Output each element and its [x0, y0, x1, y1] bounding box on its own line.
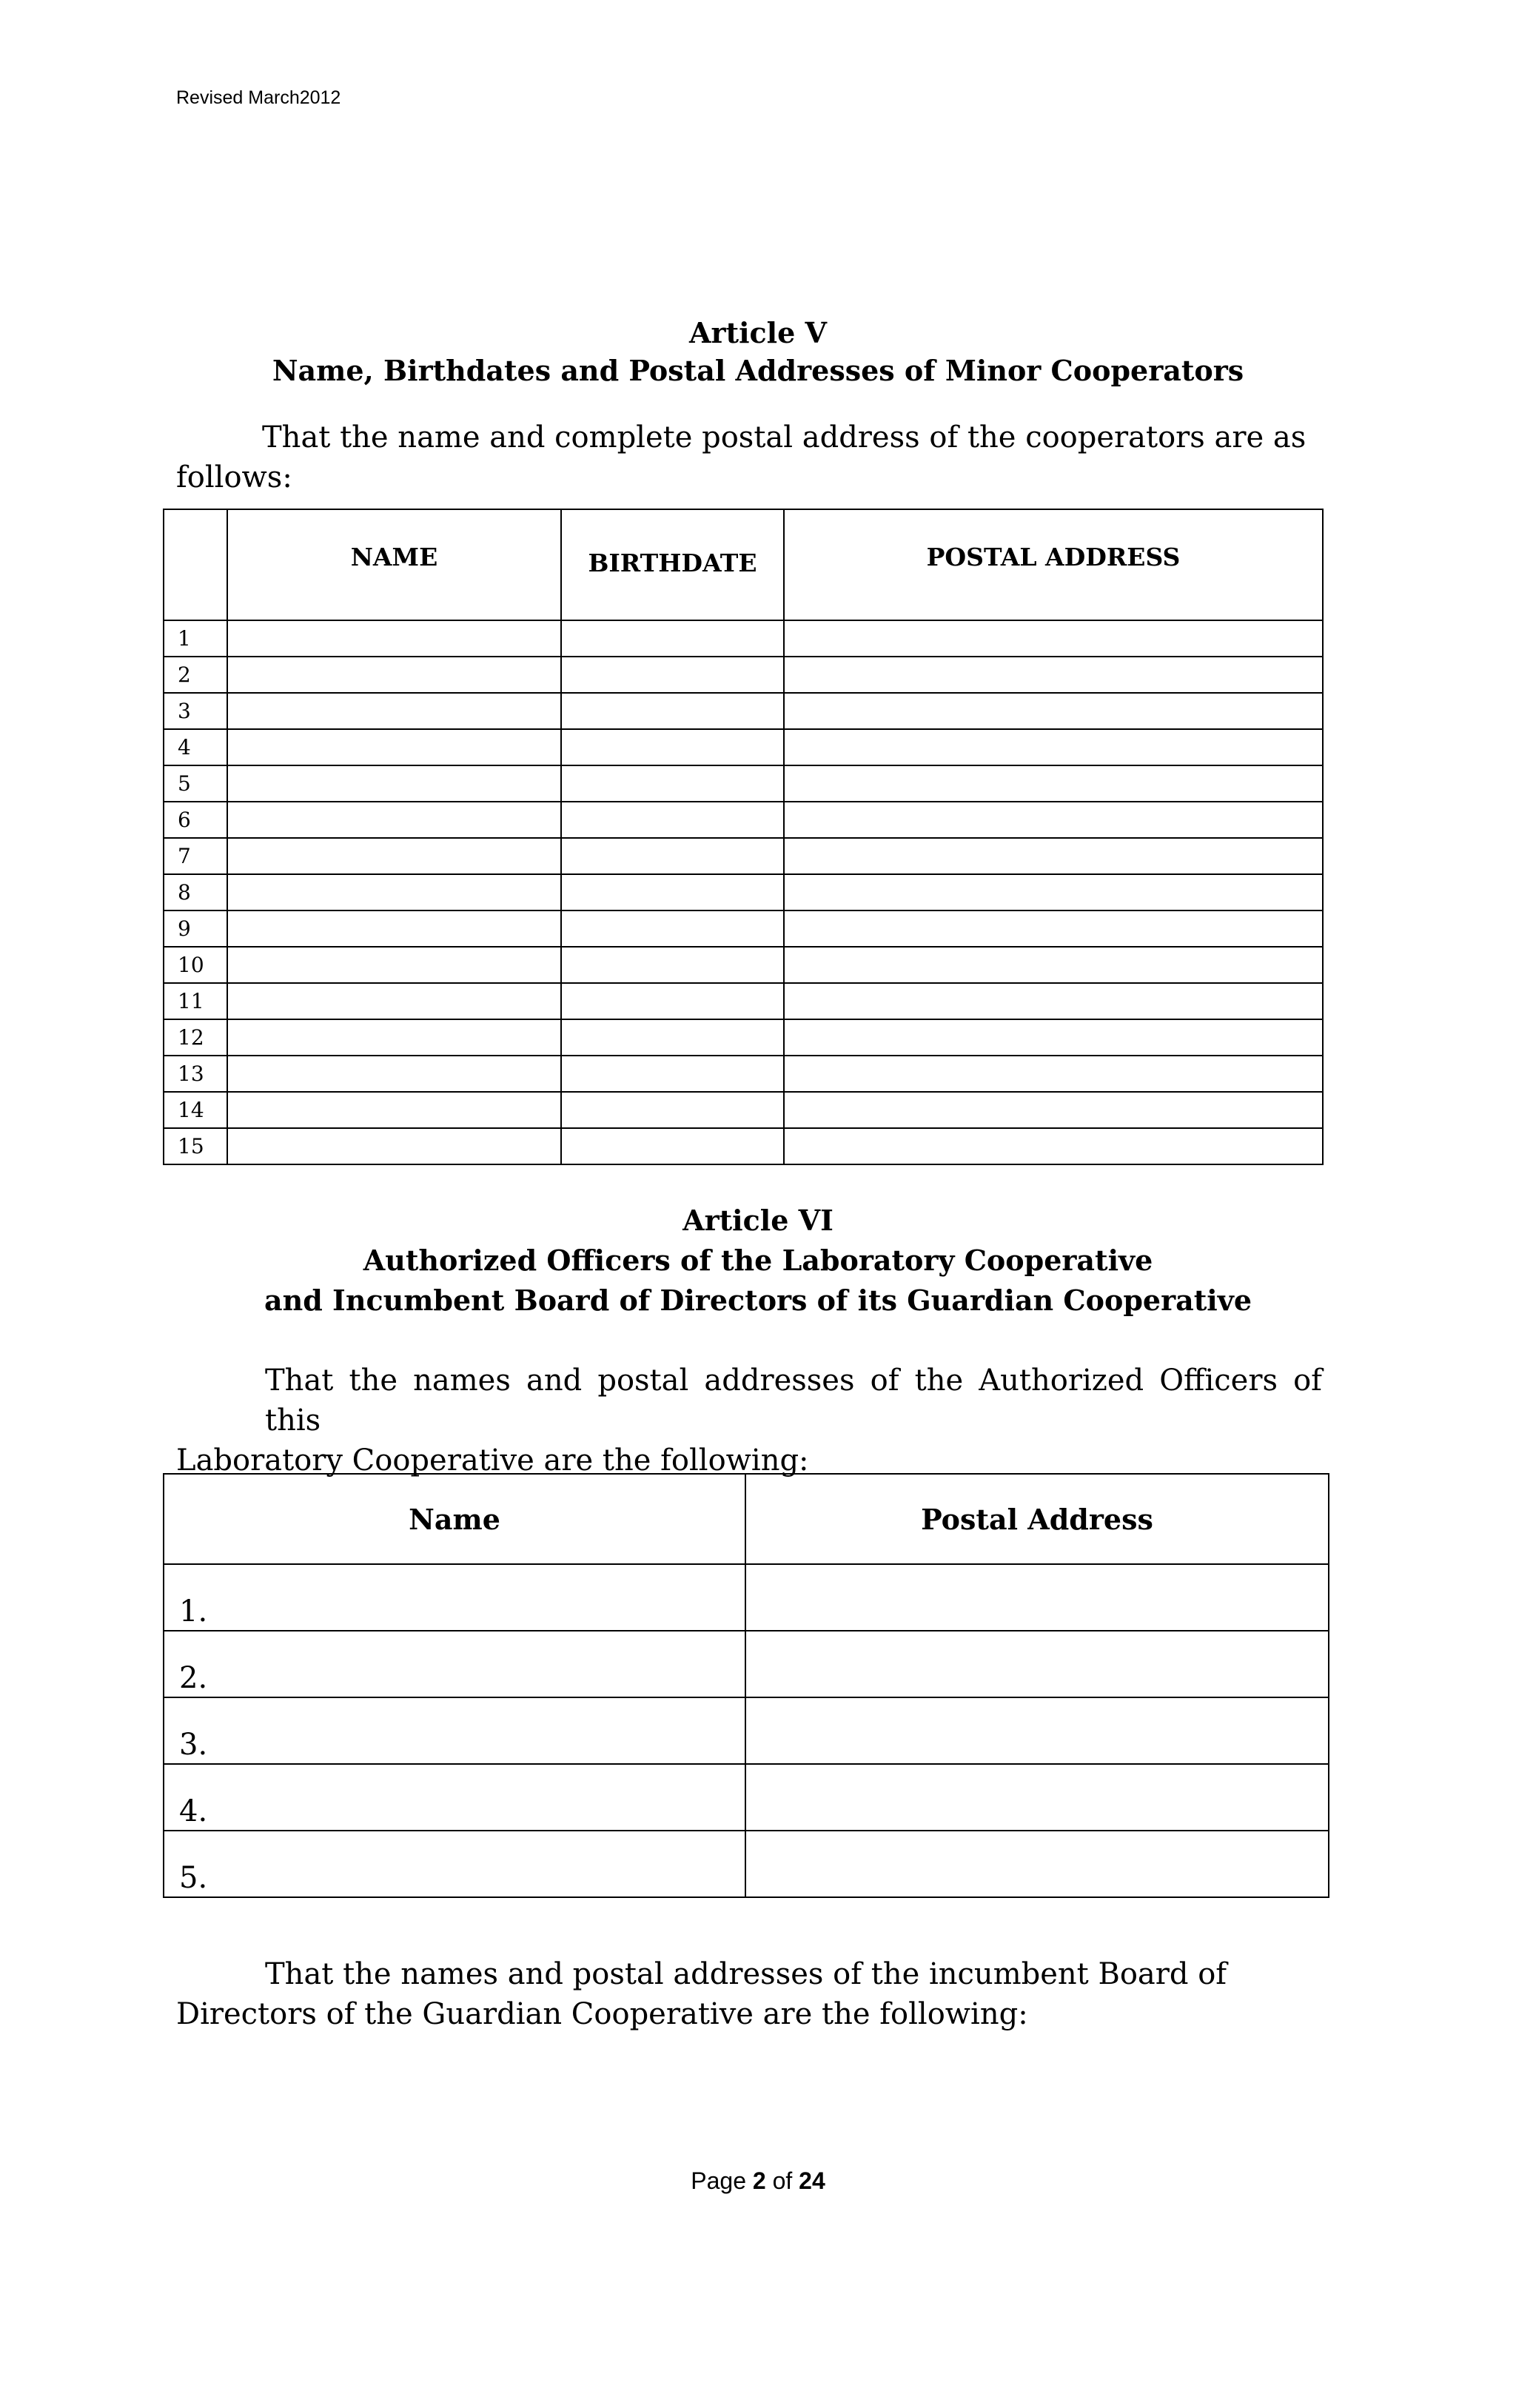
header-name: NAME — [227, 509, 561, 620]
header-number — [164, 509, 227, 620]
birthdate-cell[interactable] — [561, 838, 784, 874]
name-cell[interactable] — [227, 802, 561, 838]
name-cell[interactable] — [227, 947, 561, 983]
birthdate-cell[interactable] — [561, 1056, 784, 1092]
birthdate-cell[interactable] — [561, 620, 784, 657]
row-number: 5 — [164, 765, 227, 802]
revision-note: Revised March2012 — [176, 87, 341, 108]
name-cell[interactable] — [227, 1056, 561, 1092]
officer-postal-address-cell[interactable] — [745, 1631, 1329, 1697]
name-cell[interactable] — [227, 620, 561, 657]
article-5-title: Article V — [689, 316, 827, 349]
article-6-subtitle2: and Incumbent Board of Directors of its Guardian Cooperative — [264, 1284, 1252, 1317]
table-header-row — [164, 509, 1323, 620]
postal-address-cell[interactable] — [784, 1128, 1323, 1164]
table-row — [164, 802, 1323, 838]
row-number: 10 — [164, 947, 227, 983]
row-number: 7 — [164, 838, 227, 874]
officer-name-cell[interactable]: 4. — [164, 1764, 745, 1831]
table-row — [164, 1697, 1329, 1764]
page-footer — [0, 2167, 1516, 2195]
birthdate-cell[interactable] — [561, 729, 784, 765]
row-number: 14 — [164, 1092, 227, 1128]
postal-address-cell[interactable] — [784, 729, 1323, 765]
header-postal-address: Postal Address — [745, 1474, 1329, 1564]
article-6-heading — [0, 1201, 1516, 1321]
birthdate-cell[interactable] — [561, 874, 784, 910]
postal-address-cell[interactable] — [784, 657, 1323, 693]
table-row — [164, 765, 1323, 802]
row-number: 6 — [164, 802, 227, 838]
page-total: 24 — [799, 2167, 825, 2194]
postal-address-cell[interactable] — [784, 620, 1323, 657]
table-row — [164, 620, 1323, 657]
article-6-intro-line2: Laboratory Cooperative are the following: — [176, 1443, 809, 1478]
page-word: Page — [691, 2167, 746, 2194]
officer-postal-address-cell[interactable] — [745, 1564, 1329, 1631]
table-row — [164, 1831, 1329, 1897]
postal-address-cell[interactable] — [784, 874, 1323, 910]
article-6-title: Article VI — [682, 1204, 834, 1237]
table-row — [164, 1631, 1329, 1697]
table-row — [164, 1056, 1323, 1092]
birthdate-cell[interactable] — [561, 983, 784, 1019]
postal-address-cell[interactable] — [784, 1019, 1323, 1056]
table-header-row — [164, 1474, 1329, 1564]
row-number: 4 — [164, 729, 227, 765]
name-cell[interactable] — [227, 1019, 561, 1056]
header-postal-address: POSTAL ADDRESS — [784, 509, 1323, 620]
article-5-subtitle: Name, Birthdates and Postal Addresses of Minor Cooperators — [272, 354, 1244, 388]
officer-name-cell[interactable]: 5. — [164, 1831, 745, 1897]
officer-name-cell[interactable]: 2. — [164, 1631, 745, 1697]
board-intro-line1: That the names and postal addresses of the incumbent Board of — [265, 1957, 1227, 1991]
table-row — [164, 838, 1323, 874]
officer-postal-address-cell[interactable] — [745, 1831, 1329, 1897]
name-cell[interactable] — [227, 874, 561, 910]
article-6-intro — [176, 1361, 1322, 1480]
article-5-intro-line2: follows: — [176, 460, 292, 494]
postal-address-cell[interactable] — [784, 947, 1323, 983]
postal-address-cell[interactable] — [784, 910, 1323, 947]
of-word: of — [772, 2167, 793, 2194]
birthdate-cell[interactable] — [561, 1019, 784, 1056]
row-number: 9 — [164, 910, 227, 947]
row-number: 12 — [164, 1019, 227, 1056]
birthdate-cell[interactable] — [561, 765, 784, 802]
postal-address-cell[interactable] — [784, 802, 1323, 838]
row-number: 2 — [164, 657, 227, 693]
postal-address-cell[interactable] — [784, 693, 1323, 729]
officer-name-cell[interactable]: 3. — [164, 1697, 745, 1764]
table-row — [164, 1764, 1329, 1831]
birthdate-cell[interactable] — [561, 947, 784, 983]
officer-postal-address-cell[interactable] — [745, 1697, 1329, 1764]
name-cell[interactable] — [227, 983, 561, 1019]
birthdate-cell[interactable] — [561, 657, 784, 693]
board-intro-line2: Directors of the Guardian Cooperative are the following: — [176, 1997, 1028, 2031]
birthdate-cell[interactable] — [561, 910, 784, 947]
postal-address-cell[interactable] — [784, 1092, 1323, 1128]
postal-address-cell[interactable] — [784, 838, 1323, 874]
postal-address-cell[interactable] — [784, 1056, 1323, 1092]
table-row — [164, 947, 1323, 983]
row-number: 8 — [164, 874, 227, 910]
article-5-heading — [0, 314, 1516, 390]
birthdate-cell[interactable] — [561, 693, 784, 729]
authorized-officers-table — [163, 1473, 1329, 1898]
article-5-intro-line1: That the name and complete postal address of the cooperators are as — [262, 420, 1307, 455]
header-birthdate: BIRTHDATE — [561, 509, 784, 620]
article-6-intro-line1: That the names and postal addresses of the Authorized Officers of this — [265, 1364, 1322, 1438]
name-cell[interactable] — [227, 838, 561, 874]
table-row — [164, 983, 1323, 1019]
birthdate-cell[interactable] — [561, 1128, 784, 1164]
row-number: 11 — [164, 983, 227, 1019]
postal-address-cell[interactable] — [784, 765, 1323, 802]
name-cell[interactable] — [227, 693, 561, 729]
birthdate-cell[interactable] — [561, 1092, 784, 1128]
table-row — [164, 693, 1323, 729]
table-row — [164, 910, 1323, 947]
board-of-directors-intro — [176, 1954, 1331, 2034]
row-number: 13 — [164, 1056, 227, 1092]
name-cell[interactable] — [227, 765, 561, 802]
postal-address-cell[interactable] — [784, 983, 1323, 1019]
birthdate-cell[interactable] — [561, 802, 784, 838]
article-6-subtitle1: Authorized Officers of the Laboratory Cooperative — [363, 1244, 1153, 1277]
table-row — [164, 1128, 1323, 1164]
name-cell[interactable] — [227, 1128, 561, 1164]
table-row — [164, 1019, 1323, 1056]
article-5-intro — [176, 417, 1324, 497]
officer-name-cell[interactable]: 1. — [164, 1564, 745, 1631]
page-current: 2 — [752, 2167, 766, 2194]
header-name: Name — [164, 1474, 745, 1564]
name-cell[interactable] — [227, 1092, 561, 1128]
row-number: 15 — [164, 1128, 227, 1164]
table-row — [164, 729, 1323, 765]
table-row — [164, 657, 1323, 693]
table-row — [164, 874, 1323, 910]
minor-cooperators-table — [163, 509, 1324, 1165]
table-row — [164, 1092, 1323, 1128]
name-cell[interactable] — [227, 910, 561, 947]
name-cell[interactable] — [227, 657, 561, 693]
name-cell[interactable] — [227, 729, 561, 765]
officer-postal-address-cell[interactable] — [745, 1764, 1329, 1831]
table-row — [164, 1564, 1329, 1631]
row-number: 1 — [164, 620, 227, 657]
row-number: 3 — [164, 693, 227, 729]
